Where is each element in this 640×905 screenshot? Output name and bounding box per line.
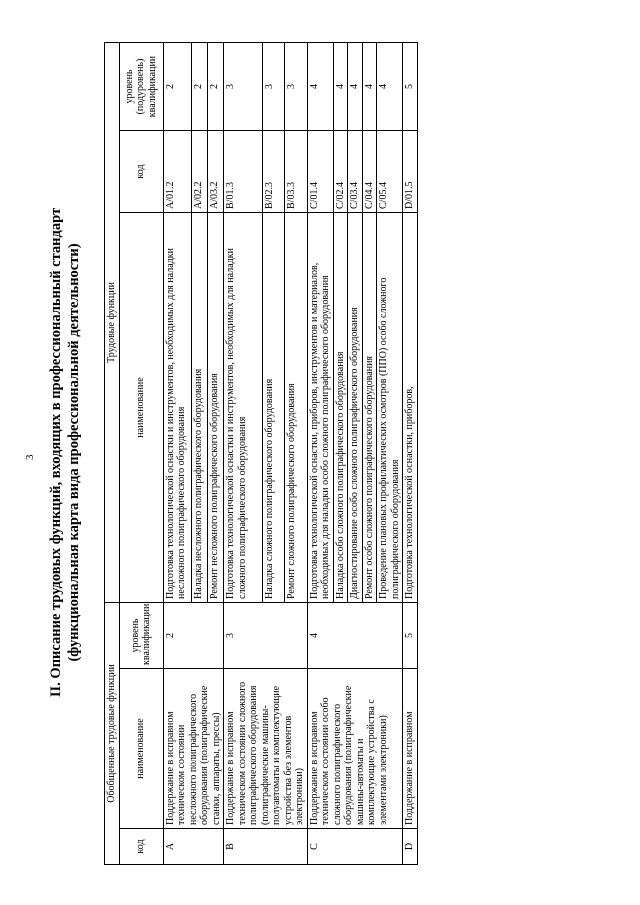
function-code: B/03.3 bbox=[285, 131, 307, 213]
header-function-level: уровень (подуровень) квалификации bbox=[119, 43, 163, 131]
header-labor: Трудовые функции bbox=[105, 43, 120, 603]
section-subtitle: (функциональная карта вида профессиональной деятельности) bbox=[66, 243, 82, 662]
function-level: 2 bbox=[163, 43, 192, 131]
header-code: код bbox=[119, 829, 163, 865]
function-level: 5 bbox=[403, 43, 418, 131]
group-level: 4 bbox=[307, 603, 403, 669]
function-level: 4 bbox=[362, 43, 377, 131]
table-row bbox=[307, 43, 333, 865]
function-code: D/01.5 bbox=[403, 131, 418, 213]
group-name: Поддержание в исправном техническом состоянии сложного полиграфического оборудования (полиграфические машины-полуавтоматы и комплектующие устройства без элементов электроники) bbox=[224, 669, 308, 829]
function-name: Подготовка технологической оснастки и инструментов, необходимых для наладки несложного полиграфического оборудования bbox=[163, 213, 192, 603]
header-function-name: наименование bbox=[119, 213, 163, 603]
group-name: Поддержание в исправном техническом состоянии особо сложного полиграфического оборудования (полиграфические машины-автоматы и комплектующие устройства с элементами электроники) bbox=[307, 669, 403, 829]
function-name: Наладка сложного полиграфического оборудования bbox=[263, 213, 285, 603]
function-name: Проведение плановых профилактических осмотров (ППО) особо сложного полиграфического оборудования bbox=[377, 213, 403, 603]
function-name: Ремонт сложного полиграфического оборудования bbox=[285, 213, 307, 603]
function-code: C/02.4 bbox=[333, 131, 348, 213]
group-level: 3 bbox=[224, 603, 308, 669]
header-function-code: код bbox=[119, 131, 163, 213]
group-code: C bbox=[307, 829, 403, 865]
function-code: C/05.4 bbox=[377, 131, 403, 213]
table-row bbox=[163, 43, 192, 865]
function-name: Наладка несложного полиграфического оборудования bbox=[192, 213, 208, 603]
function-level: 4 bbox=[333, 43, 348, 131]
function-code: C/03.4 bbox=[348, 131, 363, 213]
function-name: Ремонт особо сложного полиграфического оборудования bbox=[362, 213, 377, 603]
table-row bbox=[403, 43, 418, 865]
function-level: 3 bbox=[263, 43, 285, 131]
header-generalized: Обобщенные трудовые функции bbox=[105, 603, 120, 865]
function-code: A/01.2 bbox=[163, 131, 192, 213]
header-name: наименование bbox=[119, 669, 163, 829]
group-level: 2 bbox=[163, 603, 224, 669]
table-row bbox=[224, 43, 263, 865]
group-code: A bbox=[163, 829, 224, 865]
group-code: B bbox=[224, 829, 308, 865]
function-code: C/01.4 bbox=[307, 131, 333, 213]
function-level: 4 bbox=[307, 43, 333, 131]
function-level: 3 bbox=[224, 43, 263, 131]
function-level: 2 bbox=[208, 43, 224, 131]
function-name: Диагностирование особо сложного полиграфического оборудования bbox=[348, 213, 363, 603]
function-level: 3 bbox=[285, 43, 307, 131]
function-code: A/02.2 bbox=[192, 131, 208, 213]
group-code: D bbox=[403, 829, 418, 865]
functional-map-table bbox=[104, 42, 418, 865]
group-name: Поддержание в исправном bbox=[403, 669, 418, 829]
header-level: уровень квалификации bbox=[119, 603, 163, 669]
function-name: Подготовка технологической оснастки и инструментов, необходимых для наладки сложного полиграфического оборудования bbox=[224, 213, 263, 603]
function-level: 2 bbox=[192, 43, 208, 131]
function-code: C/04.4 bbox=[362, 131, 377, 213]
function-level: 4 bbox=[348, 43, 363, 131]
function-name: Ремонт несложного полиграфического оборудования bbox=[208, 213, 224, 603]
group-level: 5 bbox=[403, 603, 418, 669]
section-title: II. Описание трудовых функций, входящих в профессиональный стандарт bbox=[48, 207, 64, 698]
function-code: B/02.3 bbox=[263, 131, 285, 213]
function-name: Наладка особо сложного полиграфического оборудования bbox=[333, 213, 348, 603]
function-name: Подготовка технологической оснастки, приборов, bbox=[403, 213, 418, 603]
function-code: A/03.2 bbox=[208, 131, 224, 213]
function-name: Подготовка технологической оснастки, приборов, инструментов и материалов, необходимых для наладки особо сложного полиграфического оборудования bbox=[307, 213, 333, 603]
page-number: 3 bbox=[24, 454, 36, 460]
group-name: Поддержание в исправном техническом состоянии несложного полиграфического оборудования (полиграфические станки, аппараты, прессы) bbox=[163, 669, 224, 829]
function-code: B/01.3 bbox=[224, 131, 263, 213]
function-level: 4 bbox=[377, 43, 403, 131]
